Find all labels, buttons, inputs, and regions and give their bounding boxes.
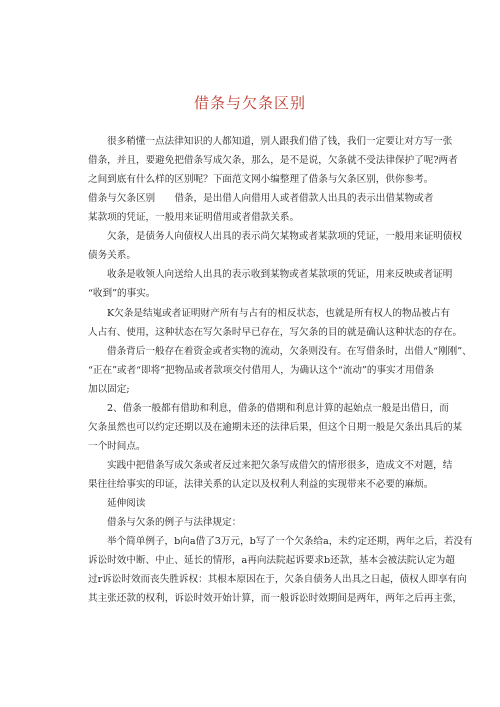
paragraph-line: 很多稍懂一点法律知识的人都知道，别人跟我们借了钱，我们一定要让对方写一张 [107, 136, 453, 147]
paragraph-line: “正在”或者“即将”把物品或者款项交付借用人，为确认这个“流动”的事实才用借条 [88, 365, 435, 376]
paragraph-line: K欠条是结嵬或者证明财产所有与占有的相反状态，也就是所有权人的物品被占有 [107, 308, 450, 319]
paragraph-line: 2、借条一般都有借助和利息，借条的借期和利息计算的起始点一般是出借日，而 [107, 403, 449, 414]
paragraph-line: 其主张还款的权利，诉讼时效开始计算，而一般诉讼时效期间是两年，两年之后再主张， [88, 593, 463, 604]
paragraph-line: 举个简单例子，b向a借了3万元，b写了一个欠条给a，未约定还期，两年之后，若没有 [107, 536, 473, 547]
paragraph-line: “收到”的事实。 [88, 288, 156, 299]
paragraph-line: 过r诉讼时效而丧失胜诉权：其根本原因在于，欠条自债务人出具之日起，债权人即享有向 [88, 574, 467, 585]
paragraph-line: 收条是收领人向送给人出具的表示收到某物或者某款项的凭证，用来反映或者证明 [107, 269, 453, 280]
document-title: 借条与欠条区别 [193, 94, 306, 112]
paragraph-line: 欠条，是债务人向债权人出具的表示尚欠某物或者某款项的凭证，一般用来证明债权 [107, 231, 462, 242]
paragraph-line: 人占有、使用，这种状态在写欠条时早已存在，写欠条的目的就是确认这种状态的存在。 [88, 327, 463, 338]
paragraph-line: 诉讼时效中断、中止、延长的情形，a再向法院起诉要求b还款，基本会被法院认定为超 [88, 555, 455, 566]
paragraph-line: 某款项的凭证，一般用来证明借用或者借款关系。 [88, 212, 300, 223]
paragraph-line: 实践中把借条写成欠条或者反过来把欠条写成借欠的情形很多，造成文不对题，结 [107, 460, 453, 471]
section-heading: 延伸阅读 [107, 498, 146, 509]
paragraph-line: 欠条虽然也可以约定还期以及在逾期未还的法律后果，但这个日期一般是欠条出具后的某 [88, 422, 463, 433]
paragraph-line: 借条，并且，要避免把借条写成欠条，那么，是不是说，欠条就不受法律保护了呢?两者 [88, 155, 458, 166]
paragraph-line: 借条背后一般存在着资金或者实物的流动，欠条则没有。在写借条时，出借人“刚刚”、 [107, 346, 472, 357]
paragraph-line: 债务关系。 [88, 250, 136, 261]
paragraph-line: 果往往给事实的印证，法律关系的认定以及权利人利益的实现带来不必要的麻烦。 [88, 479, 434, 490]
paragraph-line: 借条与欠条的例子与法律规定： [107, 517, 242, 528]
paragraph-line: 加以固定; [88, 384, 130, 395]
paragraph-line: 借条与欠条区别 借条，是出借人向借用人或者借款人出具的表示出借某物或者 [88, 193, 434, 204]
paragraph-line: 之间到底有什么样的区别呢？下面范文网小编整理了借条与欠条区别，供你参考。 [88, 174, 434, 185]
paragraph-line: 一个时间点。 [88, 441, 146, 452]
